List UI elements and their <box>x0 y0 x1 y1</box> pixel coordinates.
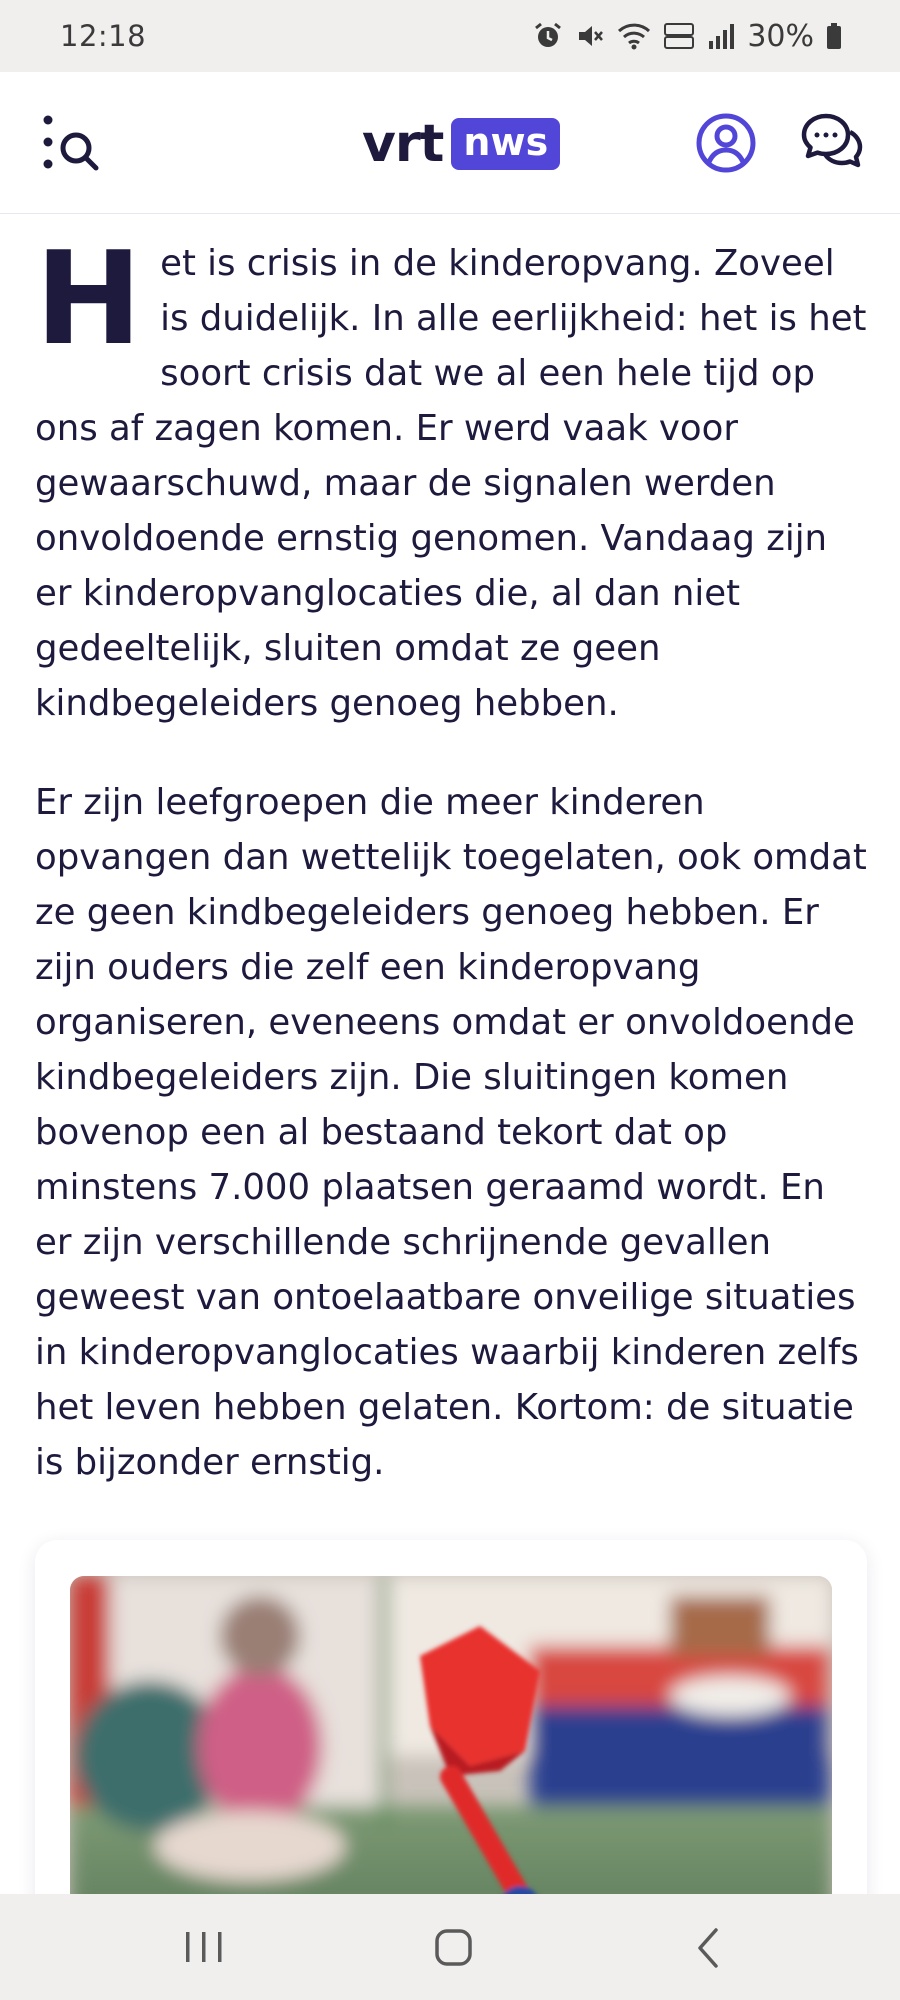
article-paragraph <box>35 225 870 731</box>
search-menu-icon <box>40 112 104 176</box>
drop-cap: H <box>35 225 143 374</box>
wifi-icon <box>617 21 651 51</box>
profile-icon <box>695 112 757 174</box>
article-paragraph <box>35 775 870 1490</box>
home-icon <box>424 1924 484 1972</box>
signal-icon <box>707 21 735 51</box>
mute-icon <box>575 21 605 51</box>
app-header <box>0 72 900 214</box>
search-menu-button[interactable] <box>40 112 104 176</box>
chat-icon <box>800 112 864 174</box>
paragraph-text: et is crisis in de kinderopvang. Zoveel is duidelijk. In alle eerlijkheid: het is het soort crisis dat we al een hele tijd op ons af zagen komen. Er werd vaak voor gewaarschuwd, maar de signalen werden onvoldoende ernstig genomen. Vandaag zijn er kinderopvanglocaties die, al dan niet gedeeltelijk, sluiten omdat ze geen kindbegeleiders genoeg hebben. <box>35 243 867 724</box>
chat-button[interactable] <box>800 112 864 174</box>
paragraph-text: Er zijn leefgroepen die meer kinderen opvangen dan wettelijk toegelaten, ook omdat ze geen kindbegeleiders genoeg hebben. Er zijn ouders die zelf een kinderopvang organiseren, eveneens omdat er onvoldoende kindbegeleiders zijn. Die sluitingen komen bovenop een al bestaand tekort dat op minstens 7.000 plaatsen geraamd wordt. En er zijn verschillende schrijnende gevallen geweest van ontoelaatbare onveilige situaties in kinderopvanglocaties waarbij kinderen zelfs het leven hebben gelaten. Kortom: de situatie is bijzonder ernstig. <box>35 782 867 1483</box>
battery-icon <box>826 22 842 50</box>
profile-button[interactable] <box>695 112 757 174</box>
alarm-icon <box>533 21 563 51</box>
recent-apps-button[interactable] <box>174 1924 234 1972</box>
home-button[interactable] <box>424 1924 484 1972</box>
battery-level: 30% <box>747 18 814 54</box>
back-icon <box>680 1924 740 1972</box>
back-button[interactable] <box>680 1924 740 1972</box>
status-icons <box>533 19 842 54</box>
logo-nws-badge: nws <box>451 118 560 170</box>
system-navigation-bar <box>0 1894 900 2000</box>
logo-vrt: vrt <box>362 114 444 174</box>
status-bar <box>0 0 900 72</box>
volte-icon <box>663 21 695 51</box>
status-time: 12:18 <box>60 19 147 53</box>
vrt-nws-logo[interactable] <box>362 114 560 174</box>
recent-apps-icon <box>174 1924 234 1972</box>
article-body <box>35 225 870 1534</box>
